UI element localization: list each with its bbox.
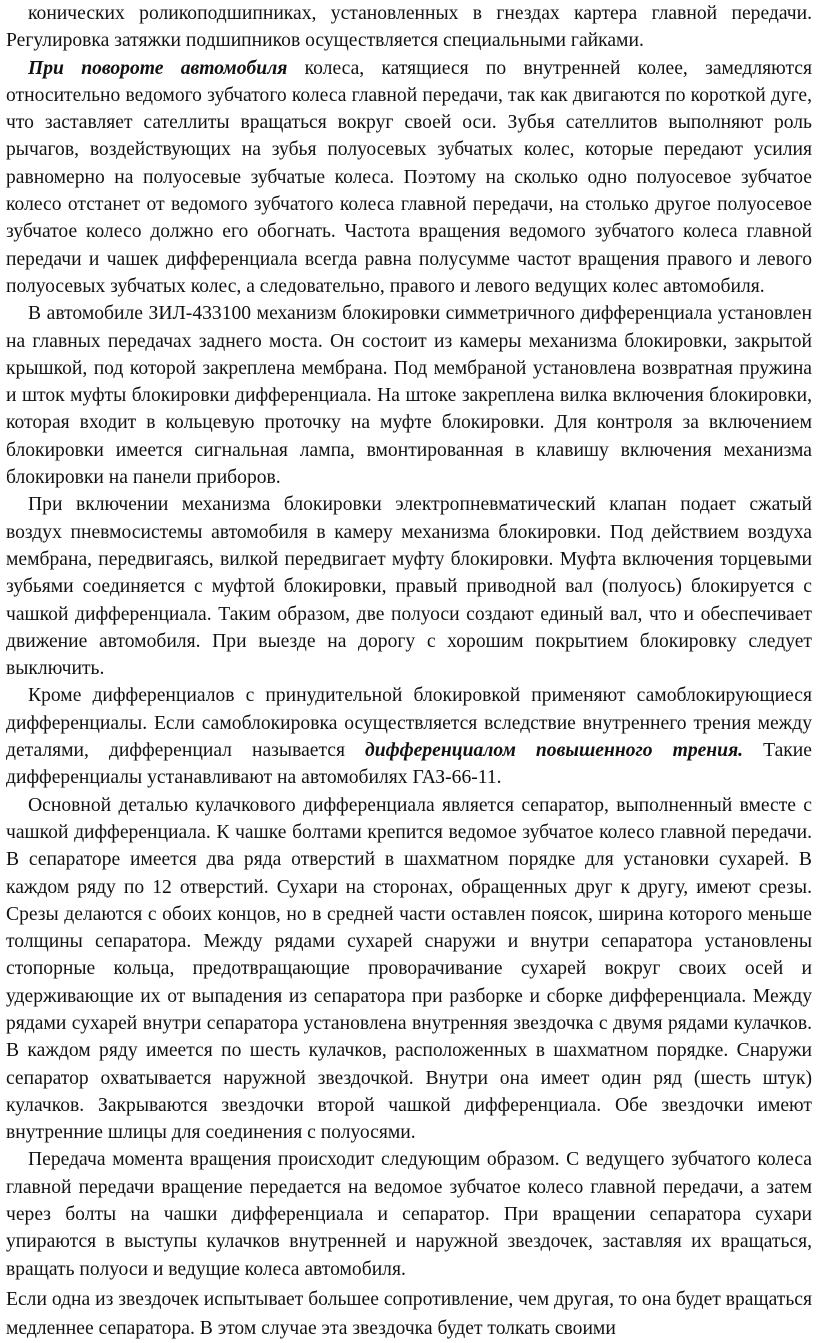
text-run: При включении механизма блокировки электропневматический клапан подает сжатый воздух пневмосистемы автомобиля в камеру механизма блокировки. Под действием воздуха мембрана, передвигаясь, вилкой передвигает муфту блокировки. Муфта включения торцевыми зубьями соединяется с муфтой блокировки, правый приводной вал (полуось) блокируется с чашкой дифференциала. Таким образом, две полуоси создают единый вал, что и обеспечивает движение автомобиля. При выезде на дорогу с хорошим покрытием блокировку следует выключить. bbox=[6, 494, 812, 680]
text-run: Кроме дифференциалов с принудительной блокировкой применяют самоблокирующиеся дифференциалы. Если самоблокировка осуществляется вследствие внутреннего трения между деталями, дифференциал называется bbox=[6, 685, 812, 762]
paragraph-turning bbox=[6, 55, 812, 301]
text-run: В автомобиле ЗИЛ-433100 механизм блокировки симметричного дифференциала установлен на главных передачах заднего моста. Он состоит из камеры механизма блокировки, закрытой крышкой, под которой закреплена мембрана. Под мембраной установлена возвратная пружина и шток муфты блокировки дифференциала. На штоке закреплена вилка включения блокировки, которая входит в кольцевую проточку на муфте блокировки. Для контроля за включением блокировки имеется сигнальная лампа, вмонтированная в клавишу включения механизма блокировки на панели приборов. bbox=[6, 303, 812, 489]
paragraph-lock-engage bbox=[6, 491, 812, 682]
paragraph-cam-differential bbox=[6, 792, 812, 1147]
text-run: Основной деталью кулачкового дифференциала является сепаратор, выполненный вместе с чашкой дифференциала. К чашке болтами крепится ведомое зубчатое колесо главной передачи. В сепараторе имеется два ряда отверстий в шахматном порядке для установки сухарей. В каждом ряду по 12 отверстий. Сухари на сторонах, обращенных друг к другу, имеют срезы. Срезы делаются с обоих концов, но в средней части оставлен поясок, ширина которого меньше толщины сепаратора. Между рядами сухарей снаружи и внутри сепаратора установлены стопорные кольца, предотвращающие проворачивание сухарей вокруг своих осей и удерживающие их от выпадения из сепаратора при разборке и сборке дифференциала. Между рядами сухарей внутри сепаратора установлена внутренняя звездочка с двумя рядами кулачков. В каждом ряду имеется по шесть кулачков, расположенных в шахматном порядке. Снаружи сепаратор охватывается наружной звездочкой. Внутри она имеет один ряд (шесть штук) кулачков. Закрываются звездочки второй чашкой дифференциала. Обе звездочки имеют внутренние шлицы для соединения с полуосями. bbox=[6, 794, 812, 1144]
paragraph-self-locking bbox=[6, 682, 812, 791]
paragraph-resistance bbox=[6, 1285, 812, 1343]
text-run: Если одна из звездочек испытывает большее сопротивление, чем другая, то она будет вращаться медленнее сепаратора. В этом случае эта звездочка будет толкать своими bbox=[6, 1288, 812, 1339]
document-page bbox=[6, 0, 812, 1343]
paragraph-bearings bbox=[6, 0, 812, 55]
emphasis-term: При повороте автомобиля bbox=[28, 57, 288, 79]
text-run: колеса, катящиеся по внутренней колее, замедляются относительно ведомого зубчатого колеса главной передачи, так как двигаются по короткой дуге, что заставляет сателлиты вращаться вокруг своей оси. Зубья сателлитов выполняют роль рычагов, воздействующих на зубья полуосевых зубчатых колес, которые передают усилия равномерно на полуосевые зубчатые колеса. Поэтому на сколько одно полуосевое зубчатое колесо отстанет от ведомого зубчатого колеса главной передачи, на столько другое полуосевое зубчатое колесо должно его обогнать. Частота вращения ведомого зубчатого колеса главной передачи и чашек дифференциала всегда равна полусумме частот вращения правого и левого полуосевых зубчатых колес, а следовательно, правого и левого ведущих колес автомобиля. bbox=[6, 57, 813, 297]
text-run: Такие дифференциалы устанавливают на автомобилях ГАЗ-66-11. bbox=[6, 740, 812, 789]
emphasis-term: дифференциалом повышенного трения. bbox=[365, 740, 744, 762]
paragraph-zil-lock bbox=[6, 300, 812, 491]
text-run: конических роликоподшипниках, установленных в гнездах картера главной передачи. Регулировка затяжки подшипников осуществляется специальными гайками. bbox=[6, 3, 812, 52]
paragraph-torque-transfer bbox=[6, 1146, 812, 1282]
text-run: Передача момента вращения происходит следующим образом. С ведущего зубчатого колеса главной передачи вращение передается на ведомое зубчатое колесо главной передачи, а затем через болты на чашки дифференциала и сепаратор. При вращении сепаратора сухари упираются в выступы кулачков внутренней и наружной звездочек, заставляя их вращаться, вращать полуоси и ведущие колеса автомобиля. bbox=[6, 1149, 812, 1280]
